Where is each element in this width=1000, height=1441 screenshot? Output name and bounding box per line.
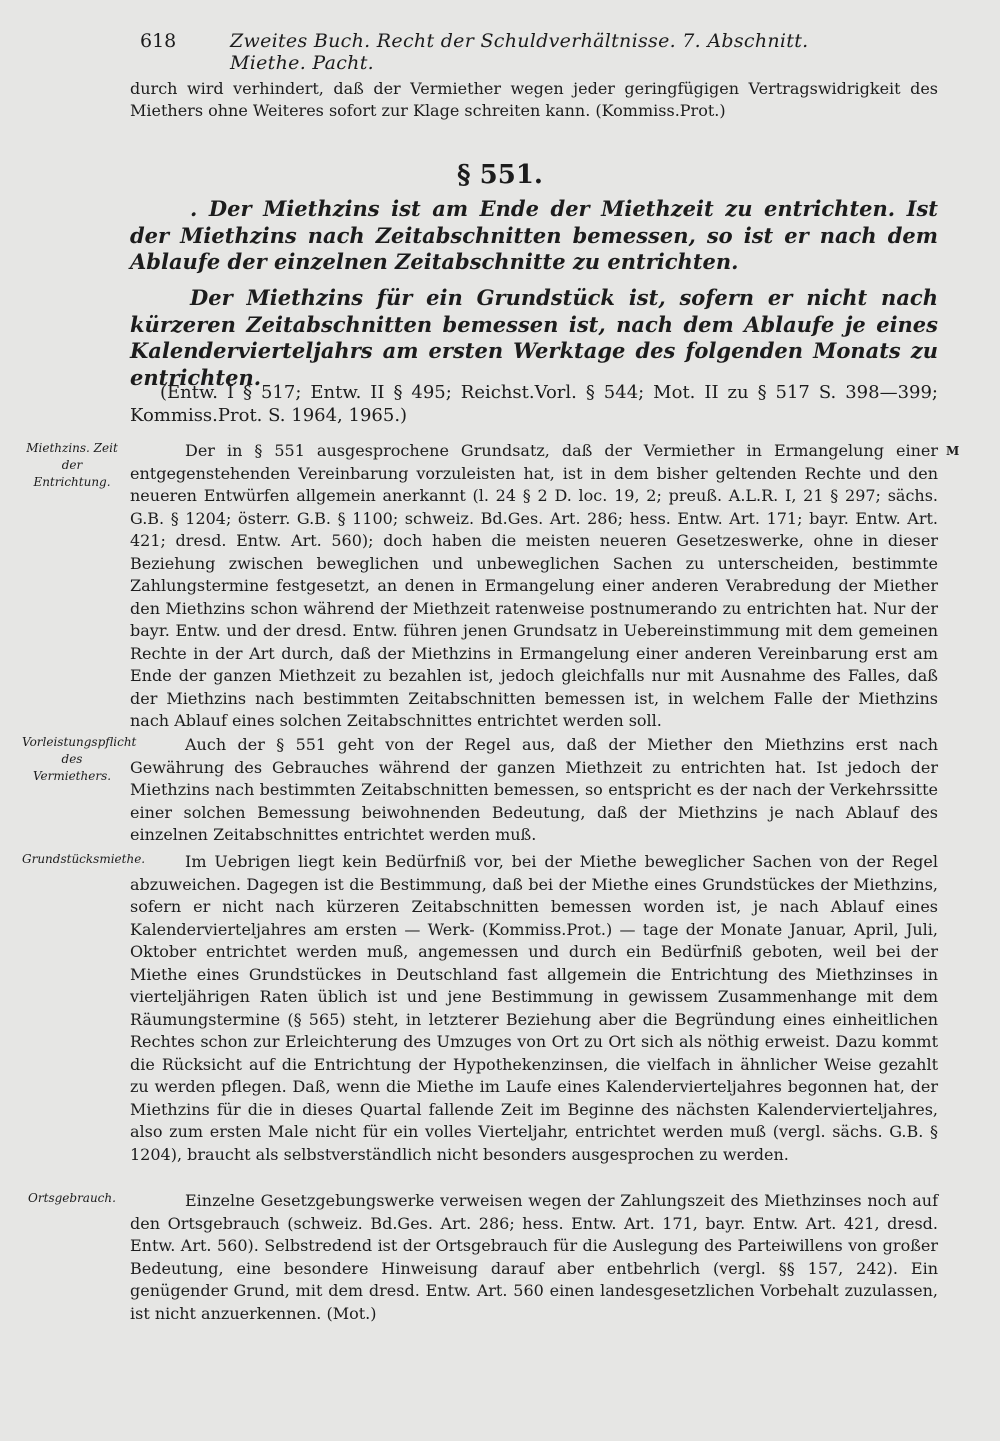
body-paragraph-3	[130, 851, 938, 1166]
body-text-2: Auch der § 551 geht von der Regel aus, daß der Miether den Miethzins erst nach Gewährung des Gebrauches während der ganzen Miethzeit zu entrichten hat. Ist jedoch der Miethzins nach bestimmten Zeitabschnitten bemessen, so entspricht es der nach der Verkehrssitte einer solchen Bemessung beiwohnenden Bedeutung, daß der Miethzins je nach Ablauf des einzelnen Zeitabschnittes entrichtet werden muß.	[130, 735, 938, 844]
body-text-4: Einzelne Gesetzgebungswerke verweisen wegen der Zahlungszeit des Miethzinses noch auf den Ortsgebrauch (schweiz. Bd.Ges. Art. 286; hess. Entw. Art. 171, bayr. Entw. Art. 421, dresd. Entw. Art. 560). Selbstredend ist der Ortsgebrauch für die Auslegung des Parteiwillens von großer Bedeutung, eine besondere Hinweisung darauf aber entbehrlich (vergl. §§ 157, 242). Ein genügender Grund, mit dem dresd. Entw. Art. 560 einen landesgesetzlichen Vorbehalt zuzulassen, ist nicht anzuerkennen. (Mot.)	[130, 1191, 938, 1323]
law-text-2: Der Miethzins für ein Grundstück ist, sofern er nicht nach kürzeren Zeitabschnitten bemessen ist, nach dem Ablaufe je eines Kalendervierteljahrs am ersten Werktage des folgenden Monats zu entrichten.	[130, 285, 938, 390]
law-text-paragraph-2	[130, 285, 938, 391]
body-paragraph-4	[130, 1190, 938, 1325]
margin-note-4: Ortsgebrauch.	[28, 1191, 116, 1205]
section-heading: § 551.	[457, 160, 543, 190]
continued-paragraph: durch wird verhindert, daß der Vermiether wegen jeder geringfügigen Vertragswidrigkeit des Miethers ohne Weiteres sofort zur Klage schreiten kann. (Kommiss.Prot.)	[130, 79, 938, 120]
margin-note-2: Vorleistungspflicht des Vermiethers.	[22, 735, 137, 783]
body-text-1: Der in § 551 ausgesprochene Grundsatz, daß der Vermiether in Ermangelung einer entgegenstehenden Vereinbarung vorzuleisten hat, ist in dem bisher geltenden Rechte und den neueren Entwürfen allgemein anerkannt (l. 24 § 2 D. loc. 19, 2; preuß. A.L.R. I, 21 § 297; sächs. G.B. § 1204; österr. G.B. § 1100; schweiz. Bd.Ges. Art. 286; hess. Entw. Art. 171; bayr. Entw. Art. 421; dresd. Entw. Art. 560); doch haben die meisten neueren Gesetzeswerke, ohne in dieser Beziehung zwischen beweglichen und unbeweglichen Sachen zu unterscheiden, bestimmte Zahlungstermine festgesetzt, an denen in Ermangelung einer anderen Verabredung der Miether den Miethzins schon während der Miethzeit ratenweise postnumerando zu entrichten hat. Nur der bayr. Entw. und der dresd. Entw. führen jenen Grundsatz in Uebereinstimmung mit dem gemeinen Rechte in der Art durch, daß der Miethzins in Ermangelung einer anderen Vereinbarung erst am Ende der ganzen Miethzeit zu bezahlen ist, jedoch gleichfalls nur mit Ausnahme des Falles, daß der Miethzins nach bestimmten Zeitabschnitten bemessen ist, in welchem Falle der Miethzins nach Ablauf eines solchen Zeitabschnittes entrichtet werden soll.	[130, 441, 938, 730]
margin-note-3: Grundstücksmiethe.	[22, 852, 146, 866]
body-text-3: Im Uebrigen liegt kein Bedürfniß vor, bei der Miethe beweglicher Sachen von der Regel abzuweichen. Dagegen ist die Bestimmung, daß bei der Miethe eines Grundstückes der Miethzins, sofern er nicht nach kürzeren Zeitabschnitten bemessen worden ist, je nach Ablauf eines Kalendervierteljahres am ersten — Werk- (Kommiss.Prot.) — tage der Monate Januar, April, Juli, Oktober entrichtet werden muß, angemessen und durch ein Bedürfniß geboten, weil bei der Miethe eines Grundstückes in Deutschland fast allgemein die Entrichtung des Miethzinses in vierteljährigen Raten üblich ist und jene Bestimmung in gewissem Zusammenhange mit dem Räumungstermine (§ 565) steht, in letzterer Beziehung aber die Begründung eines einheitlichen Rechtes schon zur Erleichterung des Umzuges von Ort zu Ort sich als nöthig erweist. Dazu kommt die Rücksicht auf die Entrichtung der Hypothekenzinsen, die vielfach in ähnlicher Weise gezahlt zu werden pflegen. Daß, wenn die Miethe im Laufe eines Kalendervierteljahres begonnen hat, der Miethzins für die in dieses Quartal fallende Zeit im Beginne des nächsten Kalendervierteljahres, also zum ersten Male nicht für ein volles Vierteljahr, entrichtet werden muß (vergl. sächs. G.B. § 1204), braucht als selbstverständlich nicht besonders ausgesprochen zu werden.	[130, 852, 938, 1164]
references-text: (Entw. I § 517; Entw. II § 495; Reichst.Vorl. § 544; Mot. II zu § 517 S. 398—399; Kommiss.Prot. S. 1964, 1965.)	[130, 382, 938, 426]
running-title: Zweites Buch. Recht der Schuldverhältnisse. 7. Abschnitt. Miethe. Pacht.	[230, 30, 809, 74]
page-header	[140, 30, 860, 74]
body-paragraph-1	[130, 440, 938, 733]
references	[130, 381, 938, 427]
law-text-paragraph-1	[130, 196, 938, 276]
law-text-1: . Der Miethzins ist am Ende der Miethzeit zu entrichten. Ist der Miethzins nach Zeitabschnitten bemessen, so ist er nach dem Ablaufe der einzelnen Zeitabschnitte zu entrichten.	[130, 196, 938, 274]
body-paragraph-2	[130, 734, 938, 847]
right-margin-mark: M	[946, 444, 960, 458]
margin-note-1: Miethzins. Zeit der Entrichtung.	[26, 441, 118, 489]
page-number: 618	[140, 30, 177, 52]
